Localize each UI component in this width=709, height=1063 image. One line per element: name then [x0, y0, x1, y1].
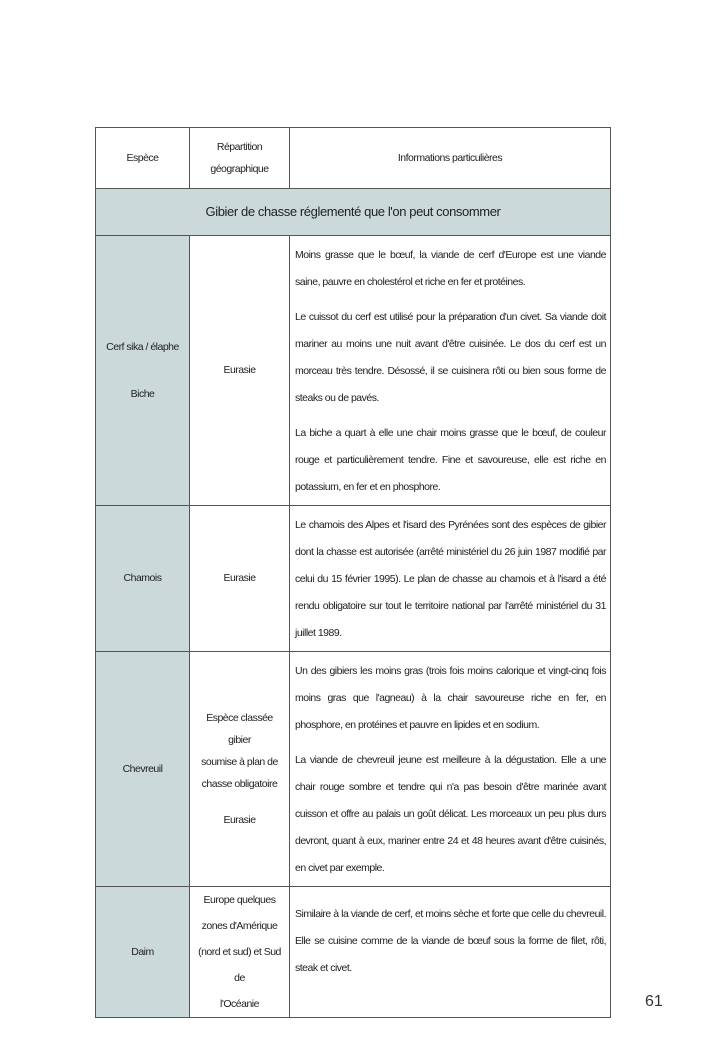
species-cell	[96, 236, 190, 506]
distribution-text: (nord et sud) et Sud de	[198, 946, 281, 984]
species-cell	[96, 506, 190, 652]
header-species: Espèce	[96, 128, 190, 189]
species-cell	[96, 652, 190, 887]
section-title: Gibier de chasse réglementé que l'on peut consommer	[96, 189, 611, 236]
info-paragraph: Le chamois des Alpes et l'isard des Pyrénées sont des espèces de gibier dont la chasse est autorisée (arrêté ministériel du 26 juin 1987 modifié par celui du 15 février 1995). Le plan de chasse au chamois et à l'isard a été rendu obligatoire sur tout le territoire national par l'arrêté ministériel du 31 juillet 1989.	[295, 519, 606, 639]
distribution-cell	[190, 506, 290, 652]
header-row	[96, 128, 611, 189]
info-paragraph: Le cuissot du cerf est utilisé pour la préparation d'un civet. Sa viande doit mariner au moins une nuit avant d'être cuisinée. Le dos du cerf est un morceau très tendre. Désossé, il se cuisinera rôti ou bien sous forme de steaks ou de pavés.	[295, 311, 606, 404]
species-name: Chamois	[123, 572, 162, 584]
header-distribution-line1: Répartition	[216, 141, 263, 153]
species-name: Biche	[130, 387, 155, 400]
info-paragraph: Un des gibiers les moins gras (trois fois moins calorique et vingt-cinq fois moins gras que l'agneau) à la chair savoureuse riche en fer, en phosphore, en protéines et pauvre en lipides et en sodium.	[295, 665, 606, 731]
distribution-text: Eurasie	[223, 572, 256, 584]
page-number: 61	[645, 993, 663, 1010]
info-cell	[290, 506, 611, 652]
header-distribution-line2: géographique	[210, 163, 269, 175]
distribution-text: Eurasie	[223, 814, 256, 826]
game-table	[95, 127, 611, 1018]
table-row	[96, 506, 611, 652]
distribution-cell	[190, 887, 290, 1018]
distribution-text: Eurasie	[223, 364, 256, 376]
header-distribution	[190, 128, 290, 189]
distribution-text: soumise à plan de	[201, 756, 278, 768]
species-name: Cerf sika / élaphe	[106, 340, 179, 353]
distribution-cell	[190, 236, 290, 506]
distribution-text: Europe quelques	[203, 894, 276, 906]
spacer	[97, 361, 188, 381]
distribution-text: l'Océanie	[220, 998, 259, 1010]
species-cell	[96, 887, 190, 1018]
info-paragraph: Similaire à la viande de cerf, et moins sèche et forte que celle du chevreuil. Elle se cuisine comme de la viande de bœuf sous la forme de filet, rôti, steak et civet.	[295, 908, 606, 974]
table-row	[96, 887, 611, 1018]
header-info: Informations particulières	[290, 128, 611, 189]
species-name: Daim	[131, 945, 154, 958]
distribution-text: Espèce classée gibier	[206, 712, 273, 746]
table-row	[96, 236, 611, 506]
info-paragraph: La viande de chevreuil jeune est meilleure à la dégustation. Elle a une chair rouge sombre et tendre qui n'a pas besoin d'être marinée avant cuisson et offre au palais un goût délicat. Les morceaux un peu plus durs devront, quant à eux, mariner entre 24 et 48 heures avant d'être cuisinés, en civet par exemple.	[295, 754, 606, 874]
distribution-text: chasse obligatoire	[201, 778, 278, 790]
distribution-cell	[190, 652, 290, 887]
info-paragraph: Moins grasse que le bœuf, la viande de cerf d'Europe est une viande saine, pauvre en cholestérol et riche en fer et protéines.	[295, 249, 606, 288]
table-row	[96, 652, 611, 887]
section-row	[96, 189, 611, 236]
info-cell	[290, 887, 611, 1018]
info-paragraph: La biche a quart à elle une chair moins grasse que le bœuf, de couleur rouge et particulièrement tendre. Fine et savoureuse, elle est riche en potassium, en fer et en phosphore.	[295, 427, 606, 493]
species-name: Chevreuil	[122, 762, 163, 775]
info-cell	[290, 652, 611, 887]
info-cell	[290, 236, 611, 506]
distribution-text: zones d'Amérique	[201, 920, 278, 932]
